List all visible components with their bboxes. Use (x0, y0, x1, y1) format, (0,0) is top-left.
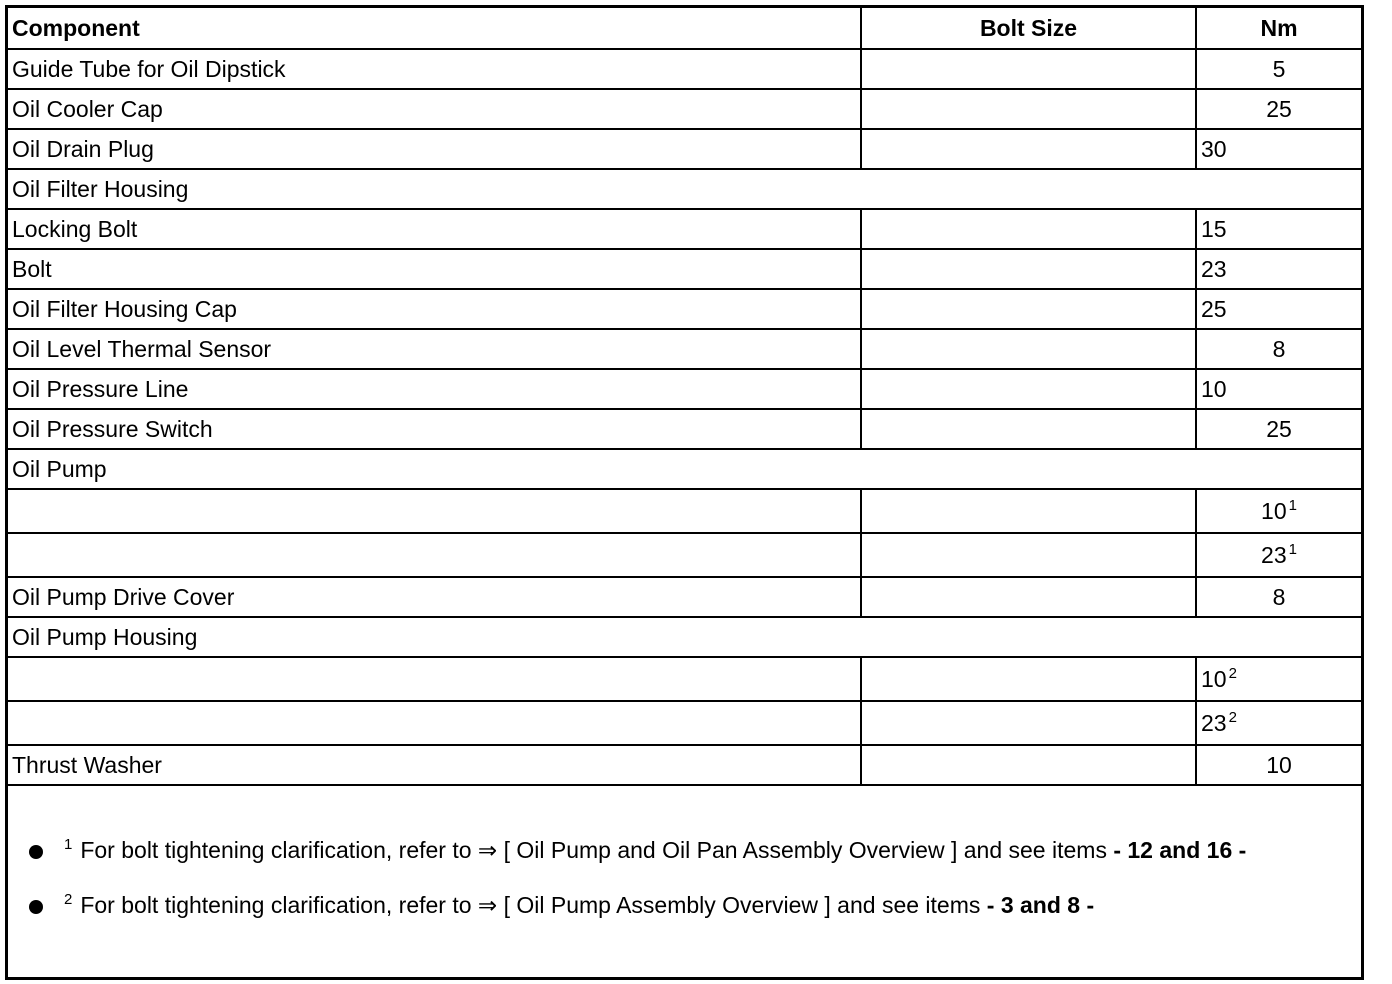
component-cell: Oil Level Thermal Sensor (8, 329, 861, 369)
section-heading-cell: Oil Pump Housing (8, 617, 1361, 657)
nm-cell (1196, 289, 1361, 329)
nm-value: 15 (1201, 215, 1227, 242)
table-header-row (8, 8, 1361, 49)
nm-value: 10 (1201, 375, 1227, 402)
footnote (8, 830, 1361, 870)
table-row (8, 89, 1361, 129)
nm-cell (1196, 329, 1361, 369)
nm-value: 8 (1272, 583, 1286, 610)
footnote-body: For bolt tightening clarification, refer to ⇒ [ Oil Pump Assembly Overview ] and see items (80, 892, 987, 918)
nm-cell (1196, 489, 1361, 533)
bolt-size-cell (861, 209, 1196, 249)
table-row (8, 409, 1361, 449)
nm-cell (1196, 577, 1361, 617)
bullet-icon (29, 845, 43, 859)
nm-value: 30 (1201, 135, 1227, 162)
nm-value: 10 (1266, 751, 1292, 778)
bolt-size-cell (861, 369, 1196, 409)
nm-cell (1196, 409, 1361, 449)
table-row (8, 209, 1361, 249)
bolt-size-cell (861, 289, 1196, 329)
component-cell: Oil Cooler Cap (8, 89, 861, 129)
nm-cell (1196, 129, 1361, 169)
header-bolt-size: Bolt Size (861, 8, 1196, 49)
component-cell: Oil Drain Plug (8, 129, 861, 169)
nm-cell (1196, 49, 1361, 89)
footnote-ref: 2 (1228, 708, 1237, 726)
nm-value: 8 (1272, 335, 1286, 362)
footnote-ref: 2 (1228, 664, 1237, 682)
component-cell (8, 701, 861, 745)
table-row (8, 577, 1361, 617)
table-row (8, 169, 1361, 209)
nm-cell (1196, 533, 1361, 577)
component-cell (8, 489, 861, 533)
section-heading-cell: Oil Filter Housing (8, 169, 1361, 209)
table-row (8, 449, 1361, 489)
bolt-size-cell (861, 129, 1196, 169)
nm-value: 25 (1201, 295, 1227, 322)
bolt-size-cell (861, 745, 1196, 785)
footnote-ref: 1 (1288, 540, 1297, 558)
table-row (8, 533, 1361, 577)
bolt-size-cell (861, 657, 1196, 701)
footnote-items: - 3 and 8 - (986, 892, 1095, 918)
bolt-size-cell (861, 489, 1196, 533)
header-nm: Nm (1196, 8, 1361, 49)
nm-cell (1196, 701, 1361, 745)
torque-spec-table-frame (5, 5, 1364, 980)
table-body (8, 49, 1361, 785)
nm-cell (1196, 657, 1361, 701)
bolt-size-cell (861, 249, 1196, 289)
footnote-text (64, 837, 1246, 864)
table-row (8, 369, 1361, 409)
nm-cell (1196, 745, 1361, 785)
nm-value: 23 (1201, 255, 1227, 282)
table-row (8, 617, 1361, 657)
nm-cell (1196, 209, 1361, 249)
table-row (8, 329, 1361, 369)
component-cell: Locking Bolt (8, 209, 861, 249)
nm-value: 10 (1201, 665, 1227, 692)
nm-value: 23 (1261, 541, 1287, 568)
bolt-size-cell (861, 533, 1196, 577)
component-cell (8, 533, 861, 577)
nm-value: 25 (1266, 95, 1292, 122)
component-cell (8, 657, 861, 701)
table-row (8, 489, 1361, 533)
footnote (8, 885, 1361, 925)
nm-cell (1196, 89, 1361, 129)
nm-value: 25 (1266, 415, 1292, 442)
nm-cell (1196, 369, 1361, 409)
bolt-size-cell (861, 577, 1196, 617)
component-cell: Oil Pump Drive Cover (8, 577, 861, 617)
torque-spec-table (8, 8, 1361, 786)
bolt-size-cell (861, 409, 1196, 449)
footnote-text (64, 892, 1094, 919)
component-cell: Oil Pressure Switch (8, 409, 861, 449)
table-row (8, 657, 1361, 701)
component-cell: Bolt (8, 249, 861, 289)
nm-value: 10 (1261, 497, 1287, 524)
table-row (8, 289, 1361, 329)
footnote-items: - 12 and 16 - (1113, 837, 1247, 863)
footnote-number: 1 (64, 836, 73, 853)
bolt-size-cell (861, 49, 1196, 89)
table-row (8, 129, 1361, 169)
footnote-body: For bolt tightening clarification, refer to ⇒ [ Oil Pump and Oil Pan Assembly Overview ] and see items (80, 837, 1114, 863)
component-cell: Oil Filter Housing Cap (8, 289, 861, 329)
table-row (8, 49, 1361, 89)
bolt-size-cell (861, 329, 1196, 369)
nm-value: 5 (1272, 55, 1286, 82)
header-component: Component (8, 8, 861, 49)
bolt-size-cell (861, 89, 1196, 129)
footnote-number: 2 (64, 891, 73, 908)
nm-value: 23 (1201, 709, 1227, 736)
section-heading-cell: Oil Pump (8, 449, 1361, 489)
table-row (8, 701, 1361, 745)
bolt-size-cell (861, 701, 1196, 745)
component-cell: Guide Tube for Oil Dipstick (8, 49, 861, 89)
component-cell: Oil Pressure Line (8, 369, 861, 409)
footnote-ref: 1 (1288, 496, 1297, 514)
bullet-icon (29, 900, 43, 914)
table-row (8, 249, 1361, 289)
component-cell: Thrust Washer (8, 745, 861, 785)
table-row (8, 745, 1361, 785)
nm-cell (1196, 249, 1361, 289)
